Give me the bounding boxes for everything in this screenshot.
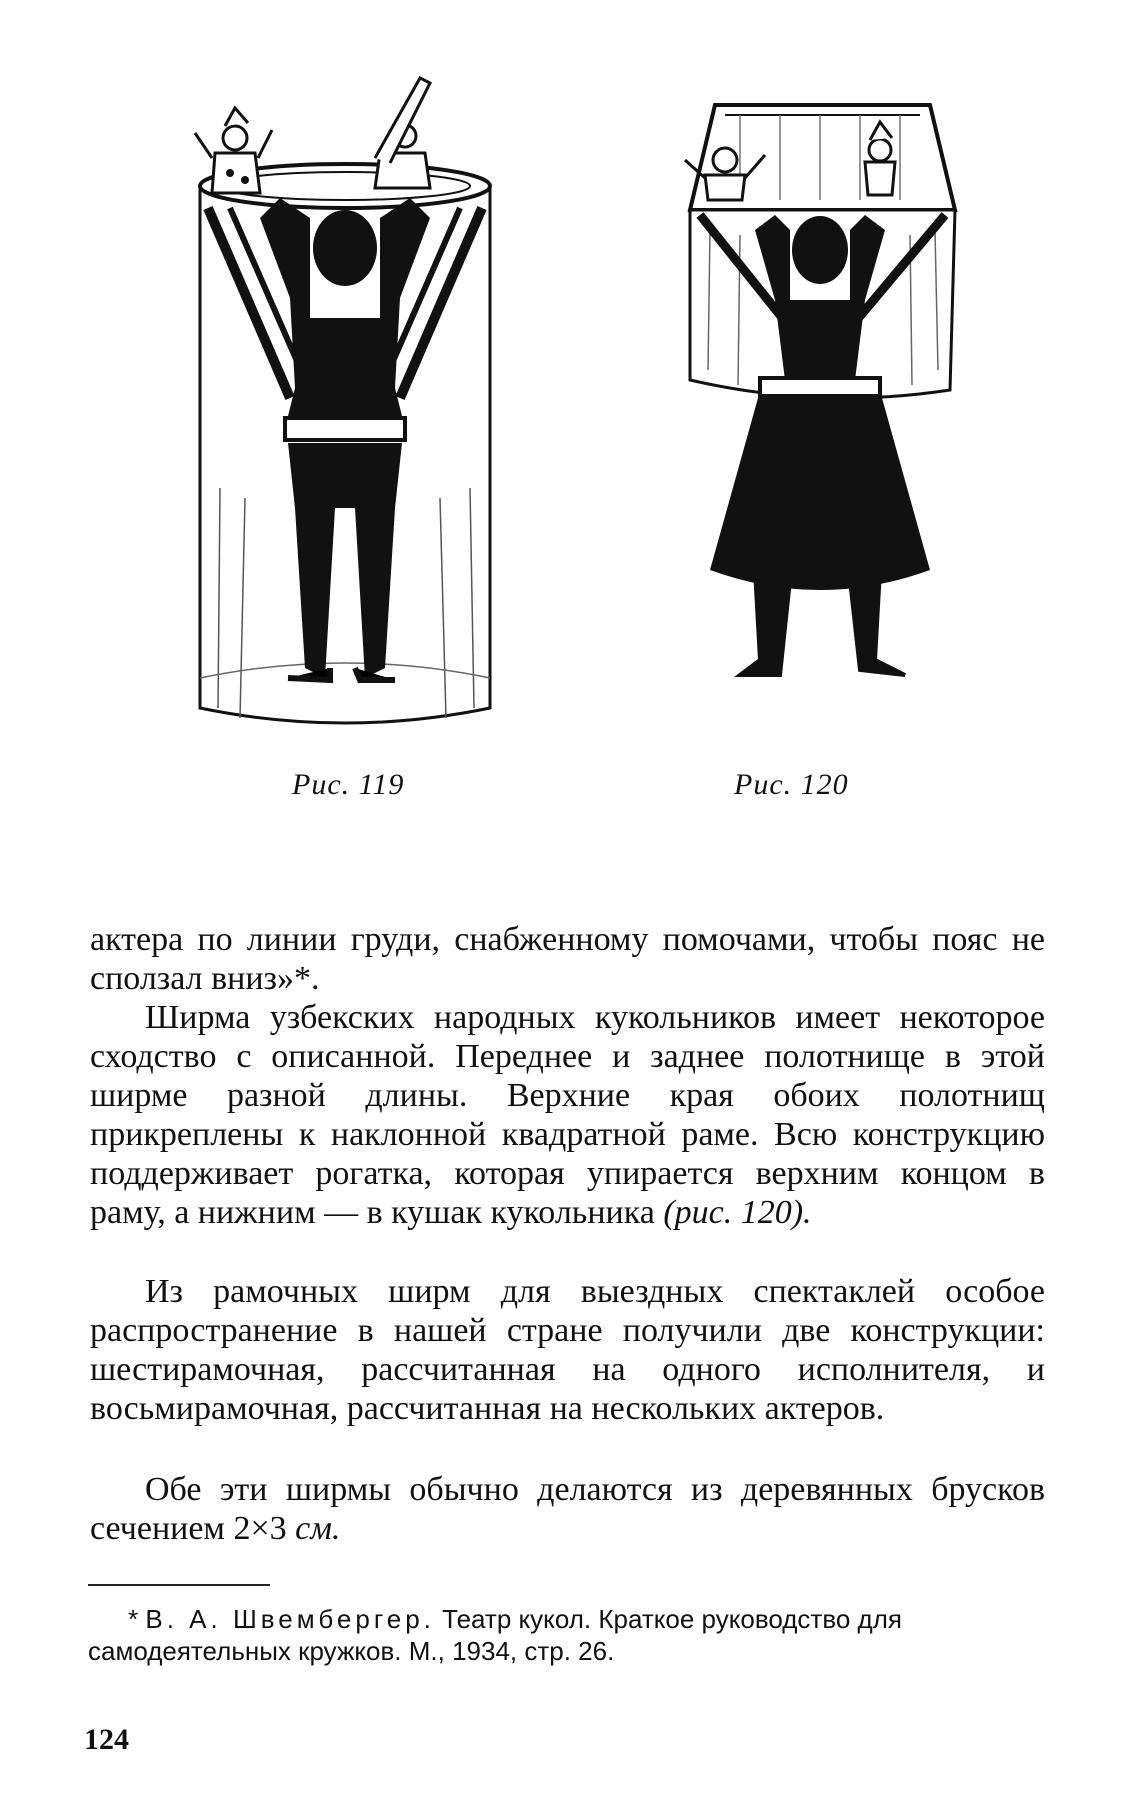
figure-reference: (рис. 120). — [663, 1194, 812, 1231]
unit-label: см. — [295, 1510, 341, 1547]
paragraph-text-content: Обе эти ширмы обычно делаются из деревянных брусков сечением 2×3 — [90, 1471, 1045, 1547]
paragraph-text: актера по линии груди, снабженному помочами, чтобы пояс не сползал вниз»*. — [90, 921, 1045, 997]
figure-119-caption: Рис. 119 — [292, 768, 405, 801]
footnote-divider — [88, 1584, 270, 1586]
footnote-text: Театр кукол. Краткое руководство для самодеятельных кружков. М., 1934, стр. 26. — [88, 1604, 902, 1666]
uzbek-screen-drawing — [680, 100, 960, 740]
body-paragraph-1 — [90, 920, 1045, 998]
body-paragraph-3 — [90, 1272, 1045, 1428]
paragraph-text — [90, 998, 1045, 1232]
paragraph-text — [90, 1470, 1045, 1548]
figure-120-caption: Рис. 120 — [734, 768, 849, 801]
footnote-author: В. А. Швембергер. — [145, 1604, 435, 1634]
page-number: 124 — [84, 1723, 129, 1756]
body-paragraph-2 — [90, 998, 1045, 1232]
footnote — [88, 1603, 1048, 1667]
figure-119-illustration — [190, 68, 500, 728]
cylinder-screen-drawing — [190, 68, 500, 728]
paragraph-text-content: Ширма узбекских народных кукольников имеет некоторое сходство с описанной. Переднее и заднее полотнище в этой ширме разной длины. Верхние края обоих полотнищ прикреплены к наклонной квадратной раме. Всю конструкцию поддерживает рогатка, которая упирается верхним концом в раму, а нижним — в кушак кукольника — [90, 999, 1045, 1231]
footnote-marker: * — [128, 1604, 139, 1634]
figure-120-illustration — [680, 100, 960, 740]
paragraph-text: Из рамочных ширм для выездных спектаклей особое распространение в нашей стране получили две конструкции: шестирамочная, рассчитанная на одного исполнителя, и восьмирамочная, рассчитанная на нескольких актеров. — [90, 1273, 1045, 1427]
body-paragraph-4 — [90, 1470, 1045, 1548]
